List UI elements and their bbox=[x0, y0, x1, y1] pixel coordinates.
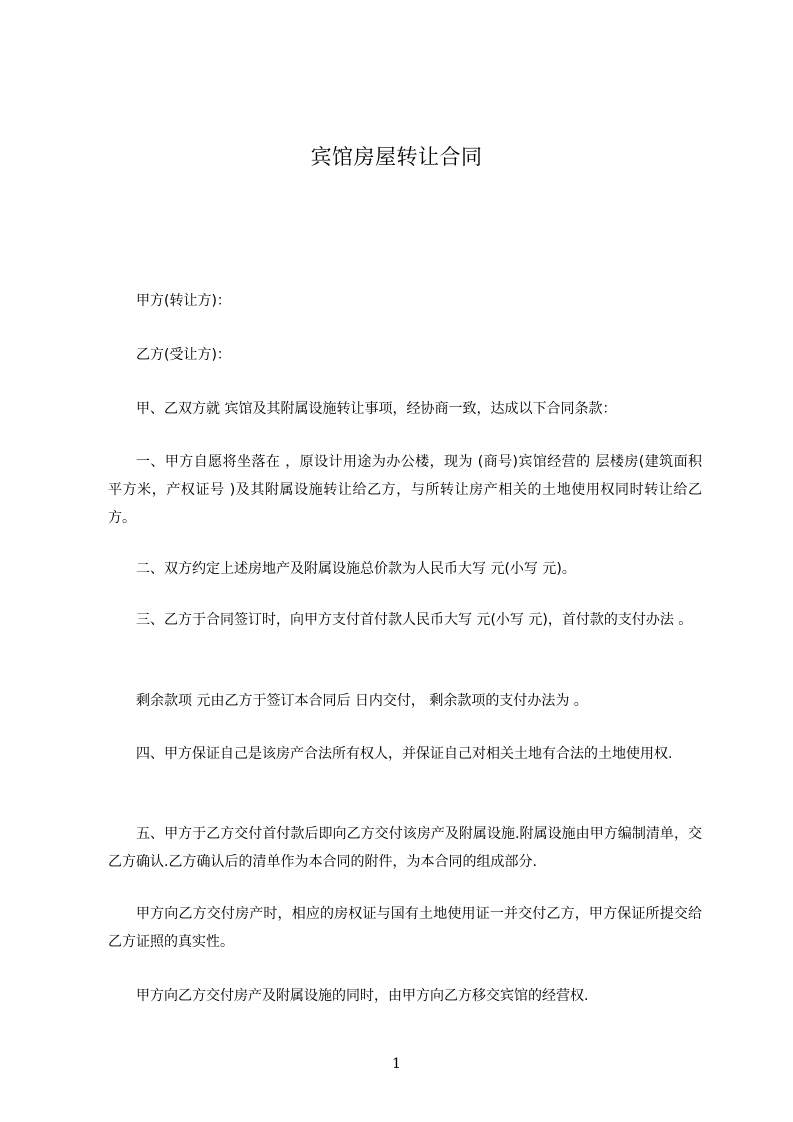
paragraph-clause-4: 四、甲方保证自己是该房产合法所有权人，并保证自己对相关土地有合法的土地使用权. bbox=[136, 746, 673, 762]
paragraph-party-b: 乙方(受让方)： bbox=[136, 347, 231, 363]
paragraph-clause-1: 一、甲方自愿将坐落在 ，原设计用途为办公楼，现为 (商号)宾馆经营的 层楼房(建筑面积 平方米，产权证号 )及其附属设施转让给乙方，与所转让房产相关的土地使用权同时转让给乙方。 bbox=[108, 454, 702, 526]
paragraph-clause-3: 三、乙方于合同签订时，向甲方支付首付款人民币大写 元(小写 元)，首付款的支付办法 。 bbox=[136, 612, 693, 628]
document-title: 宾馆房屋转让合同 bbox=[310, 145, 483, 169]
paragraph-clause-5: 五、甲方于乙方交付首付款后即向乙方交付该房产及附属设施.附属设施由甲方编制清单，交乙方确认.乙方确认后的清单作为本合同的附件，为本合同的组成部分. bbox=[108, 826, 702, 870]
paragraph-party-a: 甲方(转让方)： bbox=[136, 293, 231, 309]
paragraph-preamble: 甲、乙双方就 宾馆及其附属设施转让事项，经协商一致，达成以下合同条款： bbox=[136, 401, 617, 417]
page-number: 1 bbox=[392, 1056, 401, 1072]
paragraph-remaining-payment: 剩余款项 元由乙方于签订本合同后 日内交付， 剩余款项的支付办法为 。 bbox=[136, 693, 588, 709]
paragraph-certificates: 甲方向乙方交付房产时，相应的房权证与国有土地使用证一并交付乙方，甲方保证所提交给乙方证照的真实性。 bbox=[108, 906, 702, 950]
paragraph-clause-2: 二、双方约定上述房地产及附属设施总价款为人民币大写 元(小写 元)。 bbox=[136, 561, 576, 577]
paragraph-business-rights: 甲方向乙方交付房产及附属设施的同时，由甲方向乙方移交宾馆的经营权. bbox=[136, 988, 589, 1004]
